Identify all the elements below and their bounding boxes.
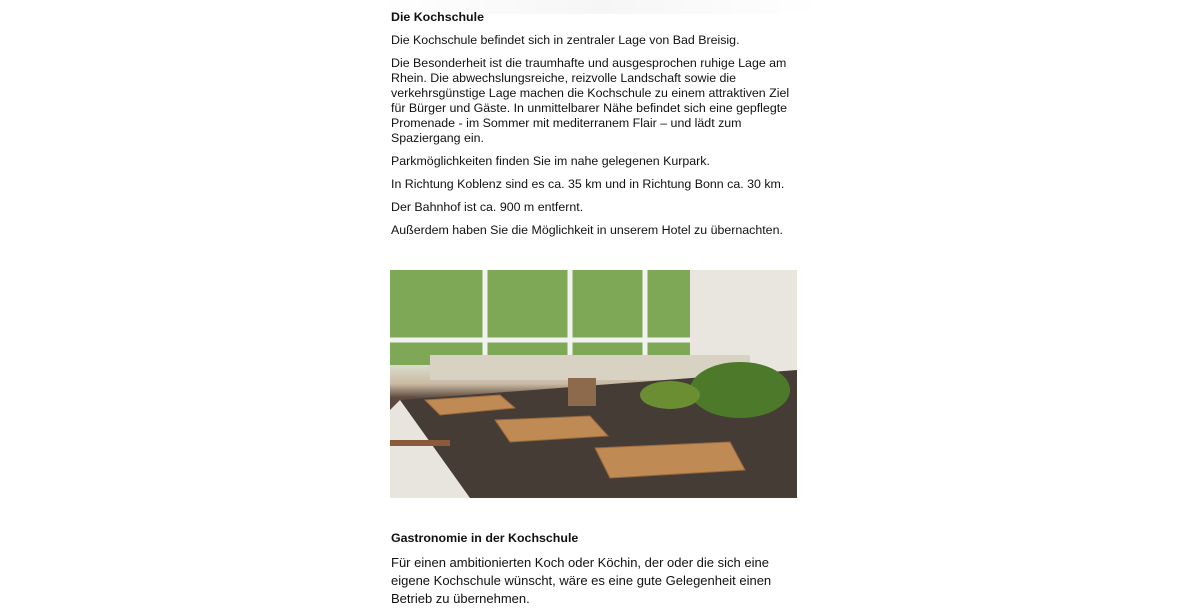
paragraph: Außerdem haben Sie die Möglichkeit in unserem Hotel zu übernachten.	[391, 223, 783, 237]
document-column	[391, 0, 811, 608]
paragraph: Für einen ambitionierten Koch oder Köchin, der oder die sich eine eigene Kochschule wünscht, wäre es eine gute Gelegenheit einen Betrieb zu übernehmen.	[391, 555, 772, 606]
paragraph: Die Kochschule befindet sich in zentraler Lage von Bad Breisig.	[391, 33, 740, 47]
paragraph: Der Bahnhof ist ca. 900 m entfernt.	[391, 200, 584, 214]
heading-gastronomie: Gastronomie in der Kochschule	[391, 531, 579, 545]
paragraph: In Richtung Koblenz sind es ca. 35 km und in Richtung Bonn ca. 30 km.	[391, 177, 785, 191]
paragraph: Die Besonderheit ist die traumhafte und ausgesprochen ruhige Lage am Rhein. Die abwechslungsreiche, reizvolle Landschaft sowie die verkehrsgünstige Lage machen die Kochschule zu einem attraktiven Ziel für Bürger und Gäste. In unmittelbarer Nähe befindet sich eine gepflegte Promenade - im Sommer mit mediterranem Flair – und lädt zum Spaziergang ein.	[391, 56, 790, 145]
heading-kochschule: Die Kochschule	[391, 10, 484, 24]
kitchen-photo	[390, 270, 797, 498]
paragraph: Parkmöglichkeiten finden Sie im nahe gelegenen Kurpark.	[391, 154, 710, 168]
section-gastronomie	[391, 531, 811, 608]
